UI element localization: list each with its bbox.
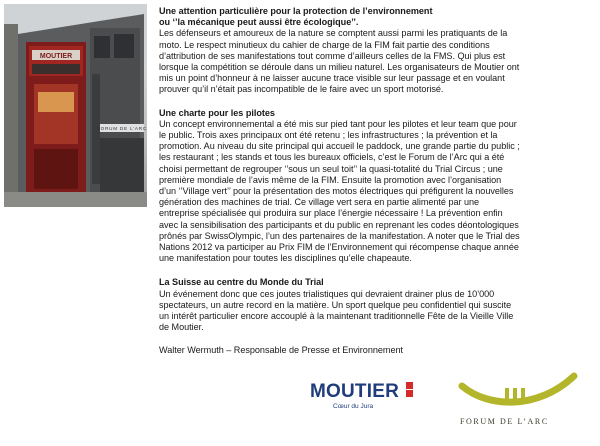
body-line: Un événement donc que ces joutes trialistiques qui devraient drainer plus de 10’000	[159, 288, 495, 299]
forum-building-photo	[4, 4, 147, 207]
body-line: promotion. Au niveau du site principal qui accueil le paddock, une grande partie du public ;	[159, 141, 520, 152]
body-line: Nations 2012 va participer au Prix FIM de l’Environnement qui récompense chaque année	[159, 242, 519, 253]
forum-building-illustration	[4, 4, 147, 207]
moutier-logo-name: MOUTIER	[310, 381, 400, 402]
section-gap	[159, 264, 599, 277]
moutier-logo-tagline: Cœur du Jura	[333, 403, 374, 410]
body-line: première mondiale de l’avis même de la FIM. Ensuite la promotion avec l’organisation	[159, 174, 502, 185]
section-environment	[159, 6, 599, 96]
moutier-logo-mark	[406, 390, 413, 397]
section-charter	[159, 108, 599, 265]
section-title-line: Une attention particulière pour la protection de l’environnement	[159, 6, 433, 16]
body-line: prônés par SwissOlympic, l’un des partenaires de la manifestation. A noter que le Trial des	[159, 230, 520, 241]
body-line: choisi permettant de regrouper ‘’sous un seul toit’’ la quasi-totalité du Trial Circus ; une	[159, 163, 503, 174]
forum-arc-logo-name: FORUM DE L’ARC	[460, 417, 549, 426]
body-line: entreprise spécialisée qui produira sur place l’énergie nécessaire ! La prévention enfin	[159, 208, 503, 219]
facade-sign: FORUM DE L’ARC	[97, 126, 147, 131]
press-article	[159, 6, 599, 357]
body-line: Les défenseurs et amoureux de la nature se comptent aussi parmi les pratiquants de la	[159, 28, 508, 39]
section-gap	[159, 96, 599, 108]
body-line: lorsque la compétition se déroule dans un milieu naturel. Les organisateurs de Moutier ont	[159, 62, 520, 73]
body-line: moto. Le respect minutieux du cahier de charge de la FIM fait partie des conditions	[159, 39, 490, 50]
section-title-line: La Suisse au centre du Monde du Trial	[159, 277, 324, 288]
body-line: génération des machines de trial. Ce village vert sera en partie alimenté par une	[159, 197, 480, 208]
moutier-logo-mark	[406, 382, 413, 389]
section-title-line: Une charte pour les pilotes	[159, 107, 275, 118]
banner-word: MOUTIER	[39, 53, 73, 60]
body-line: de Moutier.	[159, 322, 204, 333]
forum-arc-emblem	[458, 370, 578, 416]
body-line: spectateurs, un autre record en la matière. Un sport quelque peu confidentiel qui suscite	[159, 299, 512, 310]
body-line: avec la sensibilisation des participants et du public en reprenant les codes déontologiques	[159, 219, 519, 230]
body-line: un intérêt particulier encore accouplé à la maintenant traditionnelle Fête de la Vieille Ville	[159, 311, 514, 322]
body-line: une manifestation pour toutes les disciplines qu’elle chapeaute.	[159, 253, 412, 264]
section-switzerland	[159, 277, 599, 333]
section-title-line: ou ‘’la mécanique peut aussi être écologique’’.	[159, 17, 359, 28]
moutier-logo	[310, 379, 420, 429]
body-line: Un concept environnemental a été mis sur pied tant pour les pilotes et leur team que pour	[159, 118, 517, 129]
body-line: le public. Trois axes principaux ont été retenu ; les infrastructures ; la prévention et la	[159, 130, 498, 141]
body-line: d’attribution de ses manifestations tout comme d’ailleurs celles de la FMS. Qui plus est	[159, 50, 506, 61]
body-line: les restaurant ; les stands et tous les bureaux officiels, c’est le Forum de l’Arc qui a été	[159, 152, 505, 163]
body-line: prouver qu’il n’était pas incompatible de le faire avec un sport motorisé.	[159, 84, 444, 95]
body-line: mis un point d’honneur à ne laisser aucune trace visible sur leur passage et en voulant	[159, 73, 505, 84]
body-line: d’un ‘’Village vert’’ pour la présentation des motos électriques qui préfigurent la nouvelles	[159, 186, 514, 197]
author-signature: Walter Wermuth – Responsable de Presse et Environnement	[159, 345, 404, 356]
forum-arc-logo	[458, 370, 578, 432]
